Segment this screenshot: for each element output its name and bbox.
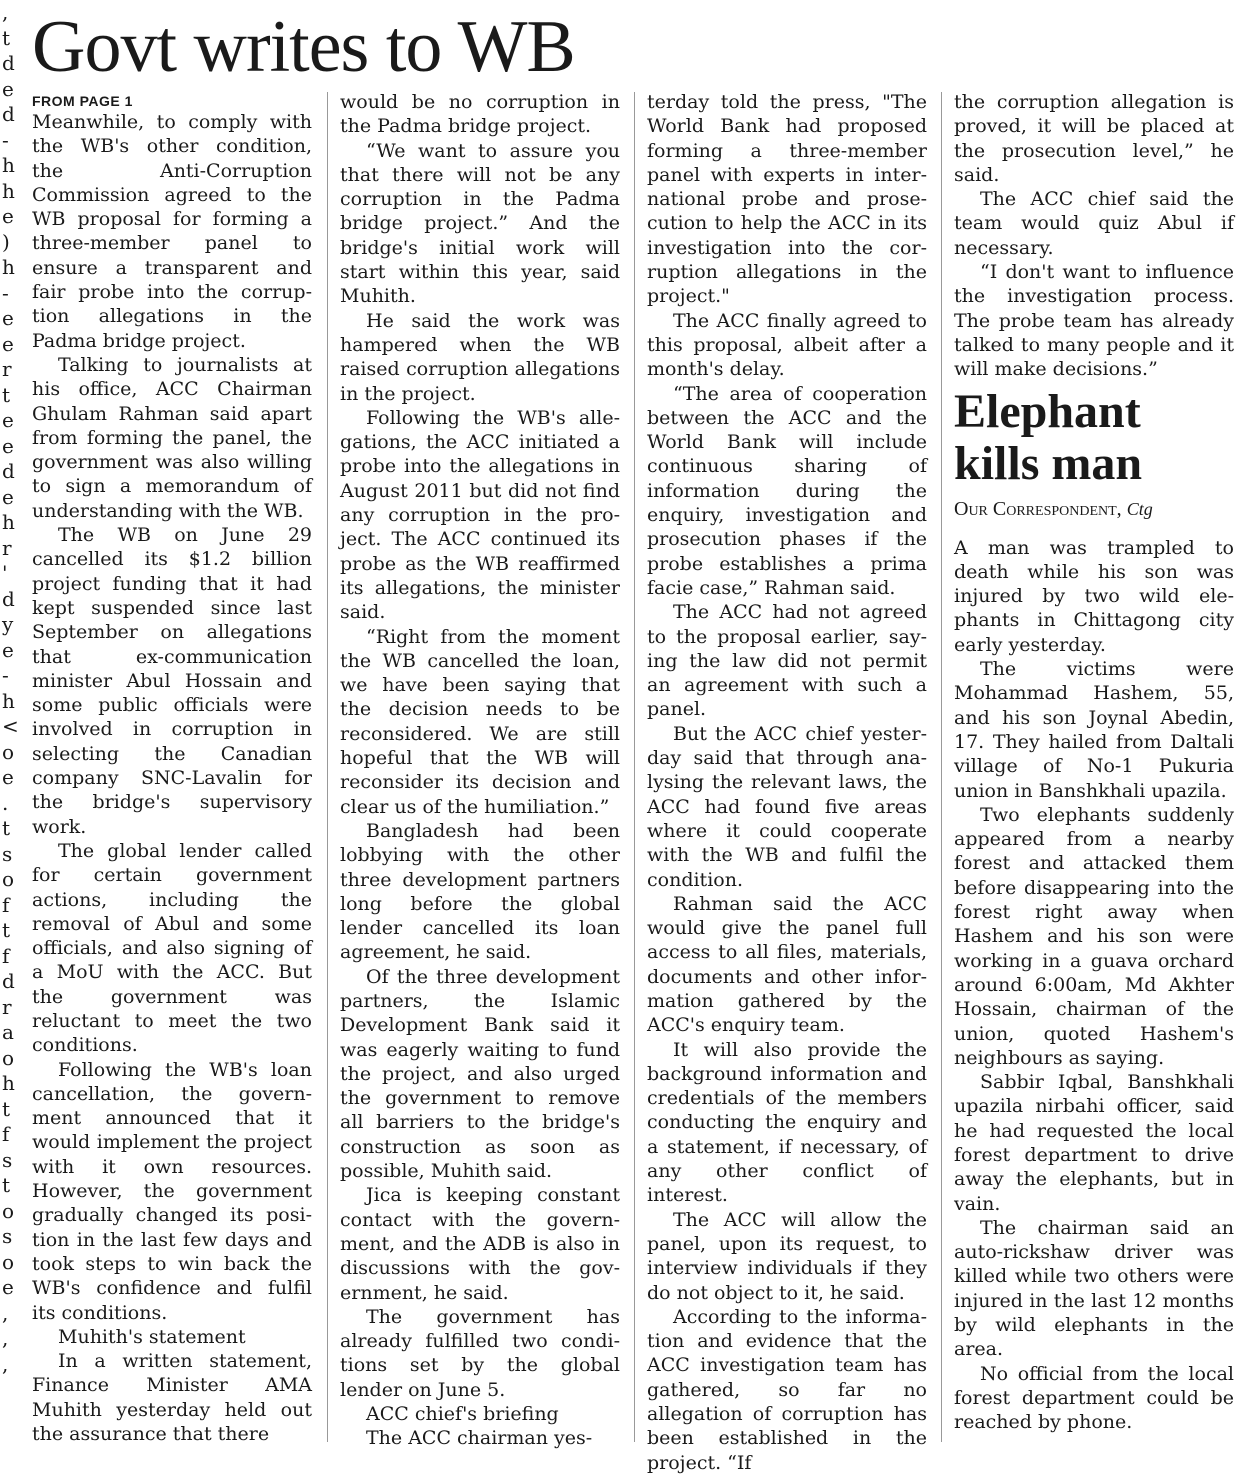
edge-fragment: e: [2, 76, 14, 101]
edge-fragment: <: [2, 714, 19, 738]
paragraph: “We want to assure you that there will not be any corruption in the Padma bridge project.” And the bridge's initial work will start within this year, said Muhith.: [340, 139, 620, 308]
paragraph: A man was trampled to death while his son was injured by two wild elephants in Chittagong city early yesterday.: [954, 536, 1234, 656]
edge-fragment: f: [2, 892, 10, 917]
paragraph: Following the WB's loan cancellation, the government announced that it would implement the project with it own resources. However, the government gradually changed its position in the last few days and took steps to win back the WB's confidence and fulfil its conditions.: [32, 1058, 312, 1324]
subhead: Muhith's statement: [58, 1325, 246, 1348]
kicker-from-page: FROM PAGE 1: [32, 93, 133, 109]
edge-fragment: d: [2, 969, 15, 993]
paragraph: The victims were Mohammad Hashem, 55, and his son Joynal Abedin, 17. They hailed from Daltali village of No-1 Pukuria union in Banshkhali upazila.: [954, 658, 1234, 802]
edge-fragment: d: [2, 586, 15, 611]
edge-fragment: t: [2, 816, 11, 840]
edge-fragment: f: [2, 943, 10, 968]
edge-fragment: h: [2, 255, 15, 279]
paragraph: Jica is keeping constant contact with the government, and the ADB is also in discussions with the government, he said.: [340, 1184, 620, 1304]
edge-fragment: y: [2, 612, 14, 636]
edge-fragment: t: [2, 918, 11, 942]
paragraph: Talking to journalists at his office, ACC Chairman Ghulam Rahman said apart from forming the panel, the government was also willing to sign a memorandum of understanding with the WB.: [32, 353, 312, 522]
paragraph: Rahman said the ACC would give the panel full access to all files, materials, documents and other information gathered by the ACC's enquiry team.: [647, 892, 927, 1037]
subhead: ACC chief's briefing: [366, 1403, 559, 1426]
article-column-1: [32, 90, 312, 1446]
edge-fragment: e: [2, 765, 14, 789]
left-edge-fragments: [2, 0, 19, 1448]
byline-author: Our Correspondent,: [954, 497, 1122, 520]
edge-fragment: t: [2, 25, 11, 50]
paragraph: It will also provide the background information and credentials of the members conducting the enquiry and a statement, if necessary, of any other conflict of interest.: [647, 1038, 927, 1207]
edge-fragment: o: [2, 739, 15, 764]
paragraph: The global lender called for certain government actions, including the removal of Abul and some officials, and also signing of a MoU with the ACC. But the government was reluctant to meet the two conditions.: [32, 839, 312, 1057]
paragraph: He said the work was hampered when the WB raised corruption allegations in the project.: [340, 309, 620, 405]
edge-fragment: o: [2, 1249, 15, 1274]
edge-fragment: d: [2, 102, 15, 126]
edge-fragment: ,: [2, 1326, 9, 1350]
edge-fragment: t: [2, 1173, 11, 1197]
edge-fragment: r: [2, 535, 12, 560]
paragraph: The ACC chairman yes-: [366, 1427, 593, 1450]
edge-fragment: e: [2, 1275, 14, 1299]
edge-fragment: a: [2, 1020, 14, 1044]
edge-fragment: s: [2, 841, 13, 866]
edge-fragment: -: [2, 280, 9, 305]
edge-fragment: o: [2, 1198, 15, 1223]
edge-fragment: h: [2, 510, 15, 534]
edge-fragment: s: [2, 1147, 13, 1172]
paragraph: Following the WB's allegations, the ACC initiated a probe into the allegations in August 2011 but did not find any corruption in the project. The ACC continued its probe as the WB reaffirmed its allegations, the minister said.: [340, 406, 620, 624]
story2-headline: [954, 386, 1234, 490]
edge-fragment: e: [2, 408, 14, 432]
edge-fragment: t: [2, 382, 11, 407]
paragraph: But the ACC chief yesterday said that through analysing the relevant laws, the ACC had found five areas where it could cooperate with the WB and fulfil the condition.: [647, 722, 927, 891]
paragraph: the corruption allegation is proved, it will be placed at the prosecution level,” he said.: [954, 91, 1234, 186]
edge-fragment: ,: [2, 0, 9, 24]
paragraph: The government has already fulfilled two conditions set by the global lender on June 5.: [340, 1305, 620, 1401]
paragraph: “The area of cooperation between the ACC and the World Bank will include continuous sharing of information during the enquiry, investigation and prosecution phases if the probe establishes a prima facie case,” Rahman said.: [647, 382, 927, 599]
edge-fragment: .: [2, 790, 9, 815]
story2-headline-line2: kills man: [954, 436, 1143, 490]
edge-fragment: -: [2, 663, 9, 687]
edge-fragment: -: [2, 127, 9, 152]
paragraph: Two elephants suddenly appeared from a nearby forest and attacked them before disappearing into the forest right away when Hashem and his son were working in a guava orchard around 6:00am, Md Akhter Hossain, chairman of the union, quoted Hashem's neighbours as saying.: [954, 803, 1234, 1069]
paragraph: In a written statement, Finance Minister AMA Muhith yesterday held out the assurance that there: [32, 1350, 312, 1446]
edge-fragment: h: [2, 178, 15, 203]
edge-fragment: e: [2, 306, 14, 330]
edge-fragment: h: [2, 688, 15, 713]
edge-fragment: ): [2, 229, 10, 254]
paragraph: “I don't want to influence the investigation process. The probe team has already talked to many people and it will make decisions.”: [954, 261, 1234, 381]
edge-fragment: h: [2, 1071, 15, 1095]
edge-fragment: e: [2, 433, 14, 458]
paragraph: The ACC finally agreed to this proposal, albeit after a month's delay.: [647, 309, 927, 381]
edge-fragment: r: [2, 357, 12, 381]
paragraph: The chairman said an auto-rickshaw driver was killed while two others were injured in the last 12 months by wild elephants in the area.: [954, 1216, 1234, 1361]
edge-fragment: e: [2, 331, 14, 356]
edge-fragment: d: [2, 459, 15, 483]
story2-byline: [954, 496, 1234, 522]
edge-fragment: e: [2, 484, 14, 509]
byline-location: Ctg: [1126, 498, 1153, 519]
column-rule: [941, 92, 942, 1442]
edge-fragment: h: [2, 153, 15, 177]
paragraph: The ACC chief said the team would quiz Abul if necessary.: [954, 188, 1234, 259]
paragraph: The WB on June 29 cancelled its $1.2 billion project funding that it had kept suspended since last September on allegations that ex-communication minister Abul Hossain and some public officials were involved in corruption in selecting the Canadian company SNC-Lavalin for the bridge's supervisory work.: [32, 524, 312, 838]
paragraph: Sabbir Iqbal, Banshkhali upazila nirbahi officer, said he had requested the local forest department to drive away the elephants, but in vain.: [954, 1071, 1234, 1215]
edge-fragment: s: [2, 1224, 13, 1248]
edge-fragment: o: [2, 867, 15, 891]
paragraph: terday told the press, "The World Bank had proposed forming a three-member panel with experts in international probe and prosecution to help the ACC in its investigation into the corruption allegations in the project.": [647, 91, 927, 308]
paragraph: According to the information and evidence that the ACC investigation team has gathered, so far no allegation of corruption has been established in the project. “If: [647, 1305, 927, 1474]
paragraph: Meanwhile, to comply with the WB's other condition, the Anti-Corruption Commission agreed to the WB proposal for forming a three-member panel to ensure a transparent and fair probe into the corruption allegations in the Padma bridge project.: [32, 111, 312, 352]
edge-fragment: ,: [2, 1300, 9, 1325]
edge-fragment: e: [2, 204, 14, 228]
edge-fragment: e: [2, 637, 14, 662]
paragraph: “Right from the moment the WB cancelled the loan, we have been saying that the decision needs to be reconsidered. We are still hopeful that the WB will reconsider its decision and clear us of the humiliation.”: [340, 625, 620, 818]
edge-fragment: ': [2, 561, 8, 585]
paragraph: Of the three development partners, the Islamic Development Bank said it was eagerly waiting to fund the project, and also urged the government to remove all barriers to the bridge's construction as soon as possible, Muhith said.: [340, 965, 620, 1183]
paragraph: would be no corruption in the Padma bridge project.: [340, 91, 620, 138]
headline: Govt writes to WB: [32, 6, 575, 88]
edge-fragment: r: [2, 994, 12, 1019]
edge-fragment: ,: [2, 1351, 9, 1376]
article-column-4: [954, 90, 1234, 1435]
edge-fragment: f: [2, 1122, 10, 1146]
paragraph: Bangladesh had been lobbying with the other three development partners long before the global lender cancelled its loan agreement, he said.: [340, 819, 620, 964]
edge-fragment: d: [2, 51, 15, 75]
paragraph: The ACC will allow the panel, upon its request, to interview individuals if they do not object to it, he said.: [647, 1208, 927, 1304]
column-rule: [327, 92, 328, 1442]
column-rule: [634, 92, 635, 1442]
paragraph: The ACC had not agreed to the proposal earlier, saying the law did not permit an agreement with such a panel.: [647, 601, 927, 721]
paragraph: No official from the local forest department could be reached by phone.: [954, 1362, 1234, 1434]
edge-fragment: t: [2, 1096, 11, 1121]
article-column-2: [340, 90, 620, 1451]
article-column-3: [647, 90, 927, 1475]
edge-fragment: o: [2, 1045, 15, 1070]
story2-headline-line1: Elephant: [954, 384, 1141, 438]
